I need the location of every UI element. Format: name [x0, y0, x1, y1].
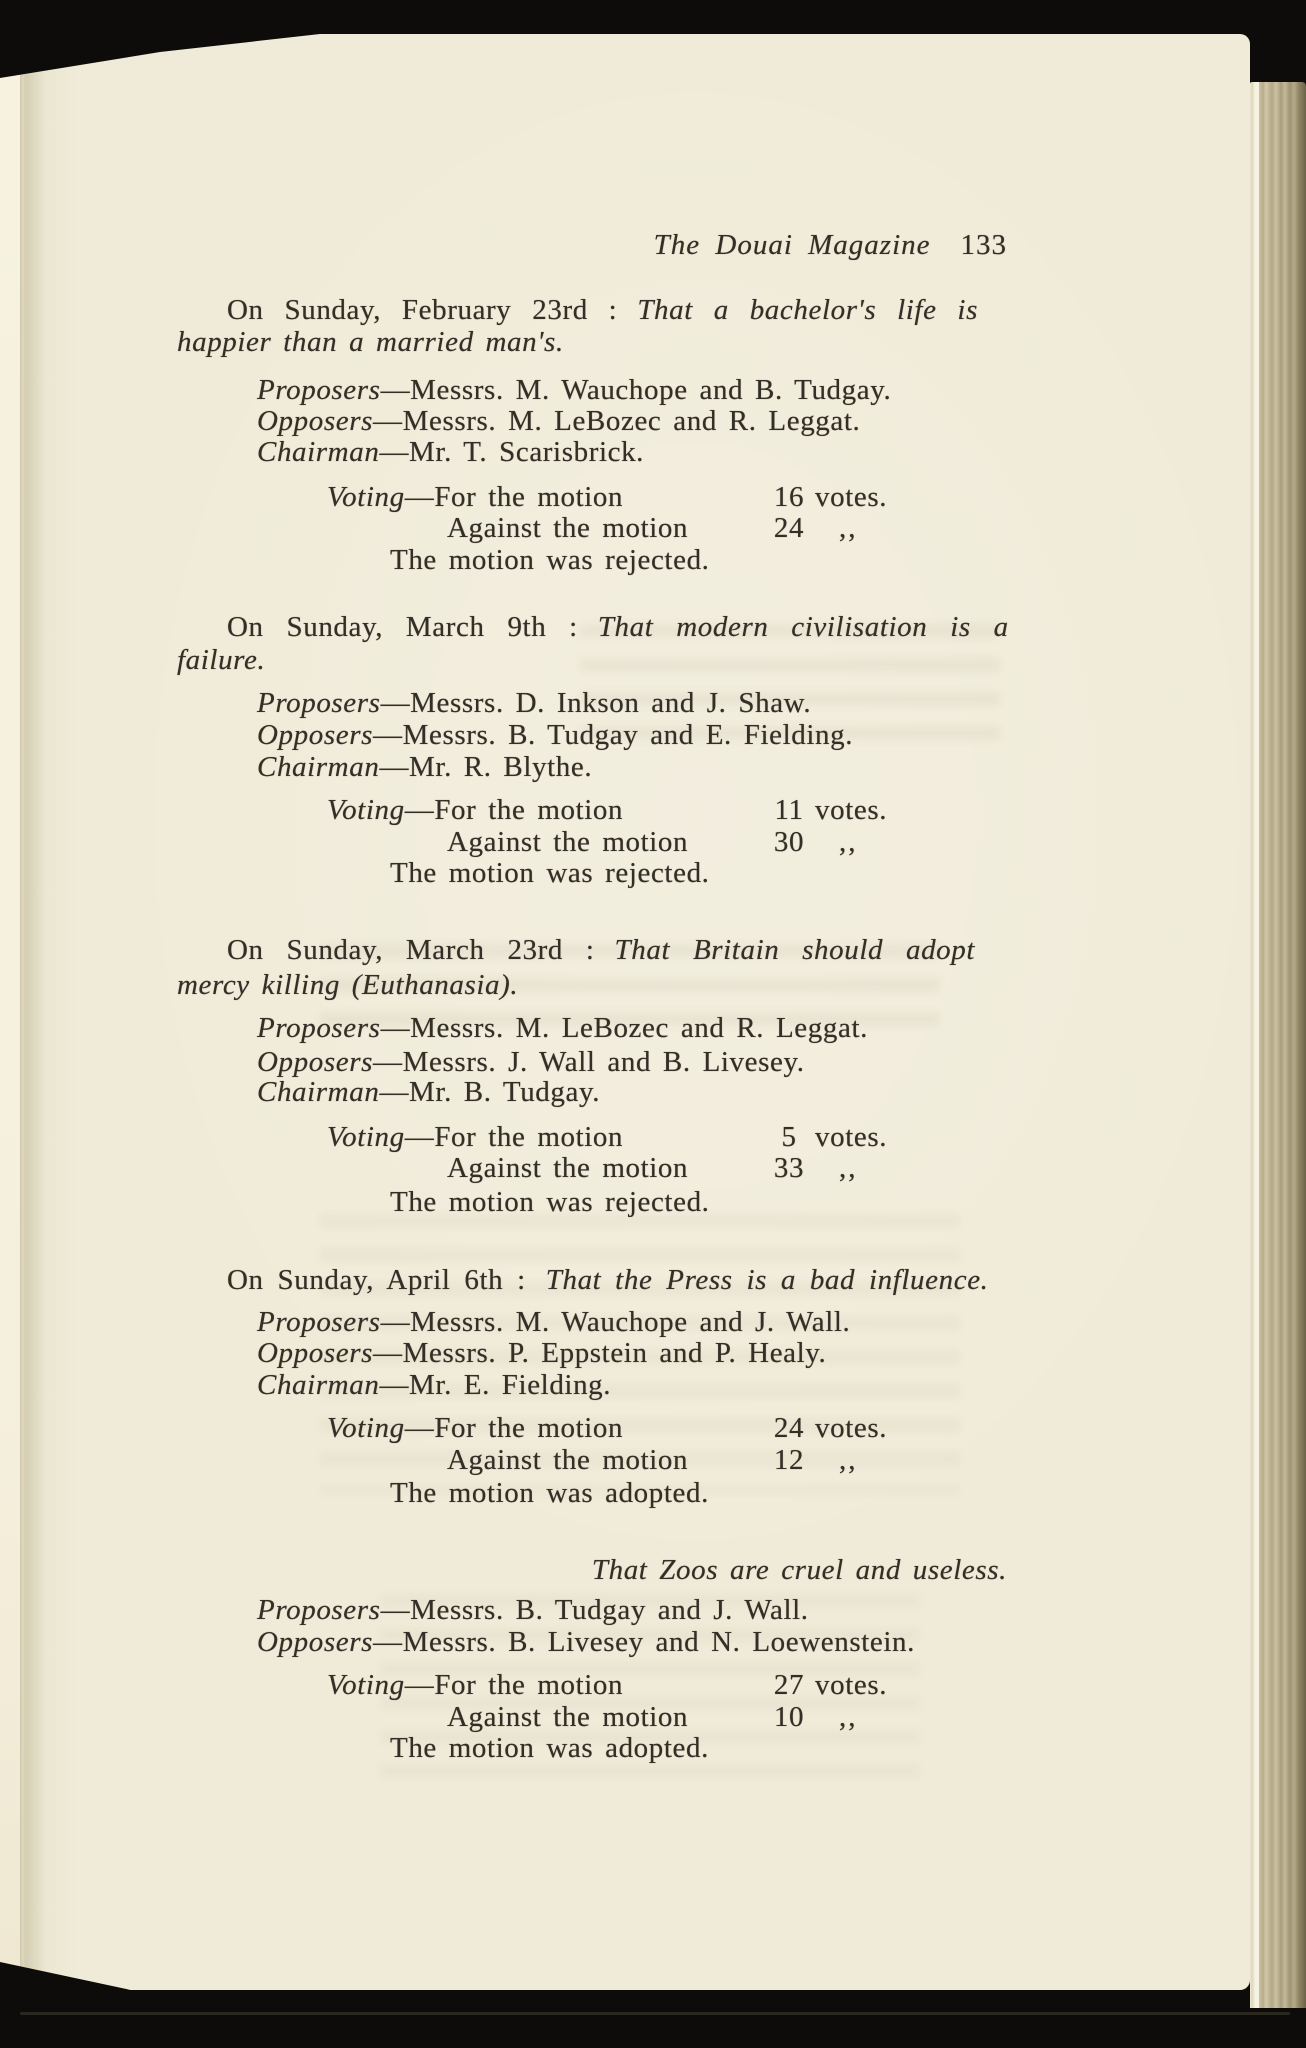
debate-2-chairman-line: Chairman—Mr. R. Blythe.: [257, 751, 593, 783]
debate-2-date-line: [177, 611, 1057, 643]
votes-unit: votes.: [815, 1412, 888, 1444]
proposers-label: Proposers: [257, 374, 381, 406]
voting-label: Voting: [327, 794, 405, 826]
debate-5-opposers-line: Opposers—Messrs. B. Livesey and N. Loewenstein.: [257, 1626, 915, 1658]
votes-against-count: 24: [773, 512, 805, 544]
debate-3-date: On Sunday, March 23rd :: [227, 934, 595, 966]
opposers-label: Opposers: [257, 719, 373, 751]
votes-against-count: 12: [773, 1444, 805, 1476]
debate-5-result-line: The motion was adopted.: [390, 1732, 709, 1764]
debate-5-voting-for-line: Voting—For the motion 27 votes.: [327, 1669, 888, 1701]
proposers-label: Proposers: [257, 1012, 381, 1044]
dash: —: [404, 481, 435, 513]
votes-against-count: 10: [773, 1701, 805, 1733]
debate-5-proposers-line: Proposers—Messrs. B. Tudgay and J. Wall.: [257, 1594, 809, 1626]
facing-page-sliver: [0, 52, 20, 1984]
debate-2-motion: That modern civilisation is a: [597, 611, 1009, 643]
debate-1-result-line: The motion was rejected.: [390, 544, 710, 576]
dash: —: [380, 1594, 411, 1626]
dash: —: [372, 405, 403, 437]
debate-3-proposers-line: Proposers—Messrs. M. LeBozec and R. Leggat.: [257, 1012, 868, 1044]
debate-3-result-line: The motion was rejected.: [390, 1186, 710, 1218]
votes-for-count: 16: [773, 481, 805, 513]
magazine-title: The Douai Magazine: [653, 229, 931, 261]
opposers-label: Opposers: [257, 1337, 373, 1369]
dash: —: [379, 751, 410, 783]
dash: —: [372, 1046, 403, 1078]
ditto-mark: ,,: [839, 1444, 858, 1476]
dash: —: [404, 1121, 435, 1153]
debate-4-motion: That the Press is a bad influence.: [545, 1264, 989, 1296]
debate-4-result-line: The motion was adopted.: [390, 1477, 709, 1509]
debate-3-voting-against-line: Against the motion 33 ,,: [447, 1152, 858, 1184]
debate-1-motion-continuation: happier than a married man's.: [177, 326, 564, 358]
voting-label: Voting: [327, 481, 405, 513]
page-edge-stack: [1250, 82, 1306, 2008]
proposers-label: Proposers: [257, 1594, 381, 1626]
dash: —: [404, 794, 435, 826]
debate-4-chairman-line: Chairman—Mr. E. Fielding.: [257, 1369, 612, 1401]
dash: —: [372, 1337, 403, 1369]
dash: —: [404, 1669, 435, 1701]
debate-2-voting-for-line: Voting—For the motion 11 votes.: [327, 794, 888, 826]
debate-2-proposers-line: Proposers—Messrs. D. Inkson and J. Shaw.: [257, 687, 812, 719]
debate-4-voting-for-line: Voting—For the motion 24 votes.: [327, 1412, 888, 1444]
votes-unit: votes.: [815, 794, 888, 826]
debate-1-motion: That a bachelor's life is: [637, 294, 978, 326]
debate-3-motion-continuation: mercy killing (Euthanasia).: [177, 969, 519, 1001]
dash: —: [380, 1012, 411, 1044]
debate-2-opposers-line: Opposers—Messrs. B. Tudgay and E. Fielding.: [257, 719, 854, 751]
debate-2-result-line: The motion was rejected.: [390, 857, 710, 889]
debate-4-opposers-line: Opposers—Messrs. P. Eppstein and P. Healy.: [257, 1337, 827, 1369]
debate-4-date-line: [177, 1264, 1057, 1296]
debate-5-motion-heading: That Zoos are cruel and useless.: [591, 1554, 1007, 1586]
votes-against-count: 30: [773, 826, 805, 858]
dash: —: [380, 687, 411, 719]
votes-for-count: 24: [773, 1412, 805, 1444]
votes-for-count: 11: [774, 794, 804, 826]
votes-for-count: 27: [773, 1669, 805, 1701]
votes-for-count: 5: [781, 1121, 797, 1153]
chairman-label: Chairman: [257, 436, 380, 468]
votes-against-count: 33: [773, 1152, 805, 1184]
dash: —: [404, 1412, 435, 1444]
text-column: [177, 34, 1007, 1990]
debate-3-motion: That Britain should adopt: [614, 934, 976, 966]
dash: —: [380, 1306, 411, 1338]
debate-3-opposers-line: Opposers—Messrs. J. Wall and B. Livesey.: [257, 1046, 805, 1078]
chairman-label: Chairman: [257, 751, 380, 783]
debate-3-chairman-line: Chairman—Mr. B. Tudgay.: [257, 1076, 601, 1108]
ditto-mark: ,,: [839, 512, 858, 544]
dash: —: [379, 1076, 410, 1108]
dash: —: [380, 374, 411, 406]
page-number: 133: [960, 229, 1007, 261]
debate-2-date: On Sunday, March 9th :: [227, 611, 578, 643]
debate-1-voting-against-line: Against the motion 24 ,,: [447, 512, 858, 544]
dash: —: [379, 436, 410, 468]
chairman-label: Chairman: [257, 1369, 380, 1401]
debate-1-chairman-line: Chairman—Mr. T. Scarisbrick.: [257, 436, 645, 468]
debate-1-voting-for-line: Voting—For the motion 16 votes.: [327, 481, 888, 513]
debate-5-voting-against-line: Against the motion 10 ,,: [447, 1701, 858, 1733]
dash: —: [372, 1626, 403, 1658]
debate-4-voting-against-line: Against the motion 12 ,,: [447, 1444, 858, 1476]
debate-1-opposers-line: Opposers—Messrs. M. LeBozec and R. Leggat.: [257, 405, 861, 437]
page-header: [177, 229, 1007, 261]
debate-2-voting-against-line: Against the motion 30 ,,: [447, 826, 858, 858]
ditto-mark: ,,: [839, 826, 858, 858]
chairman-label: Chairman: [257, 1076, 380, 1108]
voting-label: Voting: [327, 1669, 405, 1701]
votes-unit: votes.: [815, 481, 888, 513]
proposers-label: Proposers: [257, 1306, 381, 1338]
ditto-mark: ,,: [839, 1152, 858, 1184]
debate-4-proposers-line: Proposers—Messrs. M. Wauchope and J. Wall.: [257, 1306, 851, 1338]
opposers-label: Opposers: [257, 405, 373, 437]
voting-label: Voting: [327, 1121, 405, 1153]
debate-2-motion-continuation: failure.: [177, 644, 266, 676]
dash: —: [372, 719, 403, 751]
debate-1-date: On Sunday, February 23rd :: [227, 294, 618, 326]
debate-3-voting-for-line: Voting—For the motion 5 votes.: [327, 1121, 888, 1153]
opposers-label: Opposers: [257, 1626, 373, 1658]
debate-1-proposers-line: Proposers—Messrs. M. Wauchope and B. Tudgay.: [257, 374, 892, 406]
voting-label: Voting: [327, 1412, 405, 1444]
debate-1-date-line: [177, 294, 1057, 326]
book-page: [20, 34, 1250, 1990]
proposers-label: Proposers: [257, 687, 381, 719]
votes-unit: votes.: [815, 1121, 888, 1153]
debate-4-date: On Sunday, April 6th :: [227, 1264, 526, 1296]
cover-edge-highlight: [20, 2012, 1290, 2015]
debate-3-date-line: [177, 934, 1057, 966]
ditto-mark: ,,: [839, 1701, 858, 1733]
votes-unit: votes.: [815, 1669, 888, 1701]
dash: —: [379, 1369, 410, 1401]
opposers-label: Opposers: [257, 1046, 373, 1078]
